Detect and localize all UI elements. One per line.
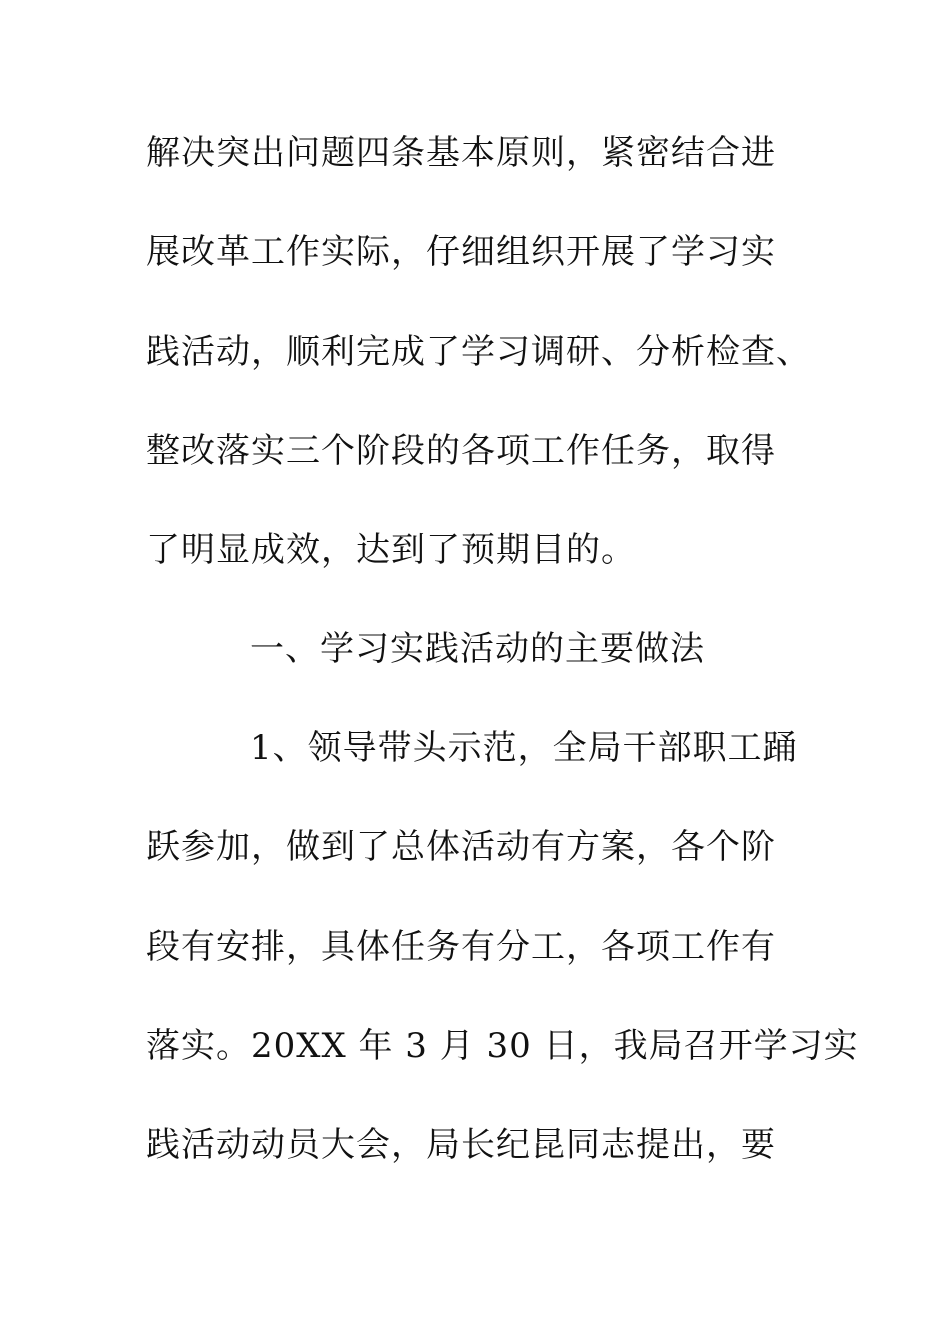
paragraph-line: 践活动，顺利完成了学习调研、分析检查、 — [146, 332, 811, 372]
paragraph-line: 展改革工作实际，仔细组织开展了学习实 — [146, 232, 776, 272]
paragraph-line: 了明显成效，达到了预期目的。 — [146, 530, 636, 570]
paragraph-line: 1、领导带头示范，全局干部职工踊 — [250, 728, 798, 768]
paragraph-line: 解决突出问题四条基本原则，紧密结合进 — [146, 133, 776, 173]
paragraph-line: 段有安排，具体任务有分工，各项工作有 — [146, 927, 776, 967]
paragraph-line: 跃参加，做到了总体活动有方案，各个阶 — [146, 827, 776, 867]
paragraph-line: 落实。20XX 年 3 月 30 日，我局召开学习实 — [146, 1026, 859, 1066]
paragraph-line: 践活动动员大会，局长纪昆同志提出，要 — [146, 1125, 776, 1165]
section-heading: 一、学习实践活动的主要做法 — [250, 629, 705, 669]
paragraph-line: 整改落实三个阶段的各项工作任务，取得 — [146, 431, 776, 471]
